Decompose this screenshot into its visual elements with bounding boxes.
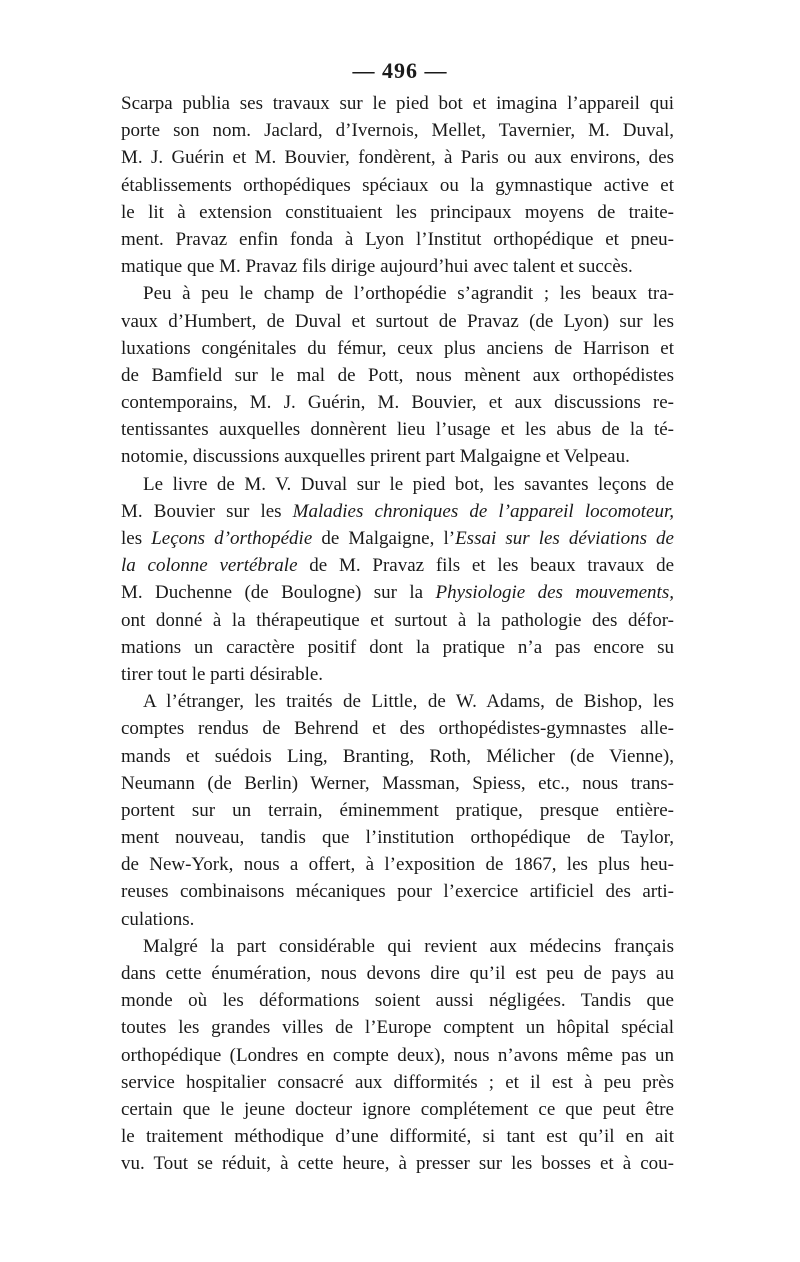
text-line: vaux d’Humbert, de Duval et surtout de Pravaz (de Lyon) sur les [121,310,674,332]
text-segment: de Malgaigne, l’ [312,528,456,549]
text-line: culations. [121,908,195,930]
book-title: Maladies chroniques de l’appareil locomoteur, [292,500,674,522]
text-line: Malgré la part considérable qui revient aux médecins français [143,935,674,957]
text-line: notomie, discussions auxquelles prirent part Malgaigne et Velpeau. [121,446,630,468]
text-line: matique que M. Pravaz fils dirige aujourd’hui avec talent et succès. [121,256,633,278]
text-line: ment. Pravaz enfin fonda à Lyon l’Institut orthopédique et pneu- [121,228,674,250]
text-line: A l’étranger, les traités de Little, de W. Adams, de Bishop, les [143,691,674,713]
text-line: Peu à peu le champ de l’orthopédie s’agrandit ; les beaux tra- [143,283,674,305]
text-line: reuses combinaisons mécaniques pour l’exercice artificiel des arti- [121,881,674,903]
book-title: Physiologie des mouvements, [435,582,674,604]
text-line: le lit à extension constituaient les principaux moyens de traite- [121,201,674,223]
book-title: la colonne vertébrale [121,555,298,577]
text-line: orthopédique (Londres en compte deux), nous n’avons même pas un [121,1044,674,1066]
book-title: Leçons d’orthopédie [151,528,313,549]
text-line: service hospitalier consacré aux difformités ; et il est à peu près [121,1071,674,1093]
text-line: certain que le jeune docteur ignore complétement ce que peut être [121,1098,674,1120]
text-line [121,498,674,525]
text-line: mations un caractère positif dont la pratique n’a pas encore su [121,636,674,658]
text-line: tentissantes auxquelles donnèrent lieu l’usage et les abus de la té- [121,419,674,441]
text-line: Neumann (de Berlin) Werner, Massman, Spiess, etc., nous trans- [121,772,674,794]
text-line: établissements orthopédiques spéciaux ou la gymnastique active et [121,174,674,196]
text-line: tirer tout le parti désirable. [121,663,324,685]
text-line: mands et suédois Ling, Branting, Roth, Mélicher (de Vienne), [121,745,674,767]
body-text [121,90,674,1178]
text-line: Scarpa publia ses travaux sur le pied bot et imagina l’appareil qui [121,93,674,114]
text-line: luxations congénitales du fémur, ceux plus anciens de Harrison et [121,337,674,359]
text-segment: M. Duchenne (de Boulogne) sur la [121,582,436,604]
text-segment: M. Bouvier sur les [121,500,293,522]
text-segment: les [121,528,152,549]
text-line: ont donné à la thérapeutique et surtout à la pathologie des défor- [121,609,674,631]
text-line: comptes rendus de Behrend et des orthopédistes-gymnastes alle- [121,718,674,740]
text-line: Le livre de M. V. Duval sur le pied bot, les savantes leçons de [143,473,674,495]
book-title: Essai sur les déviations de [455,528,674,549]
text-line: contemporains, M. J. Guérin, M. Bouvier, et aux discussions re- [121,392,674,414]
text-segment: de M. Pravaz fils et les beaux travaux de [297,555,674,577]
text-line: de Bamfield sur le mal de Pott, nous mènent aux orthopédistes [121,364,674,386]
text-line: ment nouveau, tandis que l’institution orthopédique de Taylor, [121,827,674,849]
text-line: dans cette énumération, nous devons dire qu’il est peu de pays au [121,963,674,984]
text-line: portent sur un terrain, éminemment pratique, presque entière- [121,799,674,821]
text-line [121,552,674,579]
text-line: le traitement méthodique d’une difformité, si tant est qu’il en ait [121,1126,674,1148]
text-line: de New-York, nous a offert, à l’exposition de 1867, les plus heu- [121,854,674,876]
text-line: M. J. Guérin et M. Bouvier, fondèrent, à Paris ou aux environs, des [121,147,674,169]
text-line [121,579,674,606]
text-line: toutes les grandes villes de l’Europe comptent un hôpital spécial [121,1017,674,1039]
page-number: — 496 — [352,58,448,83]
text-line: monde où les déformations soient aussi négligées. Tandis que [121,990,674,1012]
text-line: vu. Tout se réduit, à cette heure, à presser sur les bosses et à cou- [121,1153,674,1175]
text-line [121,525,674,552]
text-line: porte son nom. Jaclard, d’Ivernois, Mellet, Tavernier, M. Duval, [121,120,674,142]
